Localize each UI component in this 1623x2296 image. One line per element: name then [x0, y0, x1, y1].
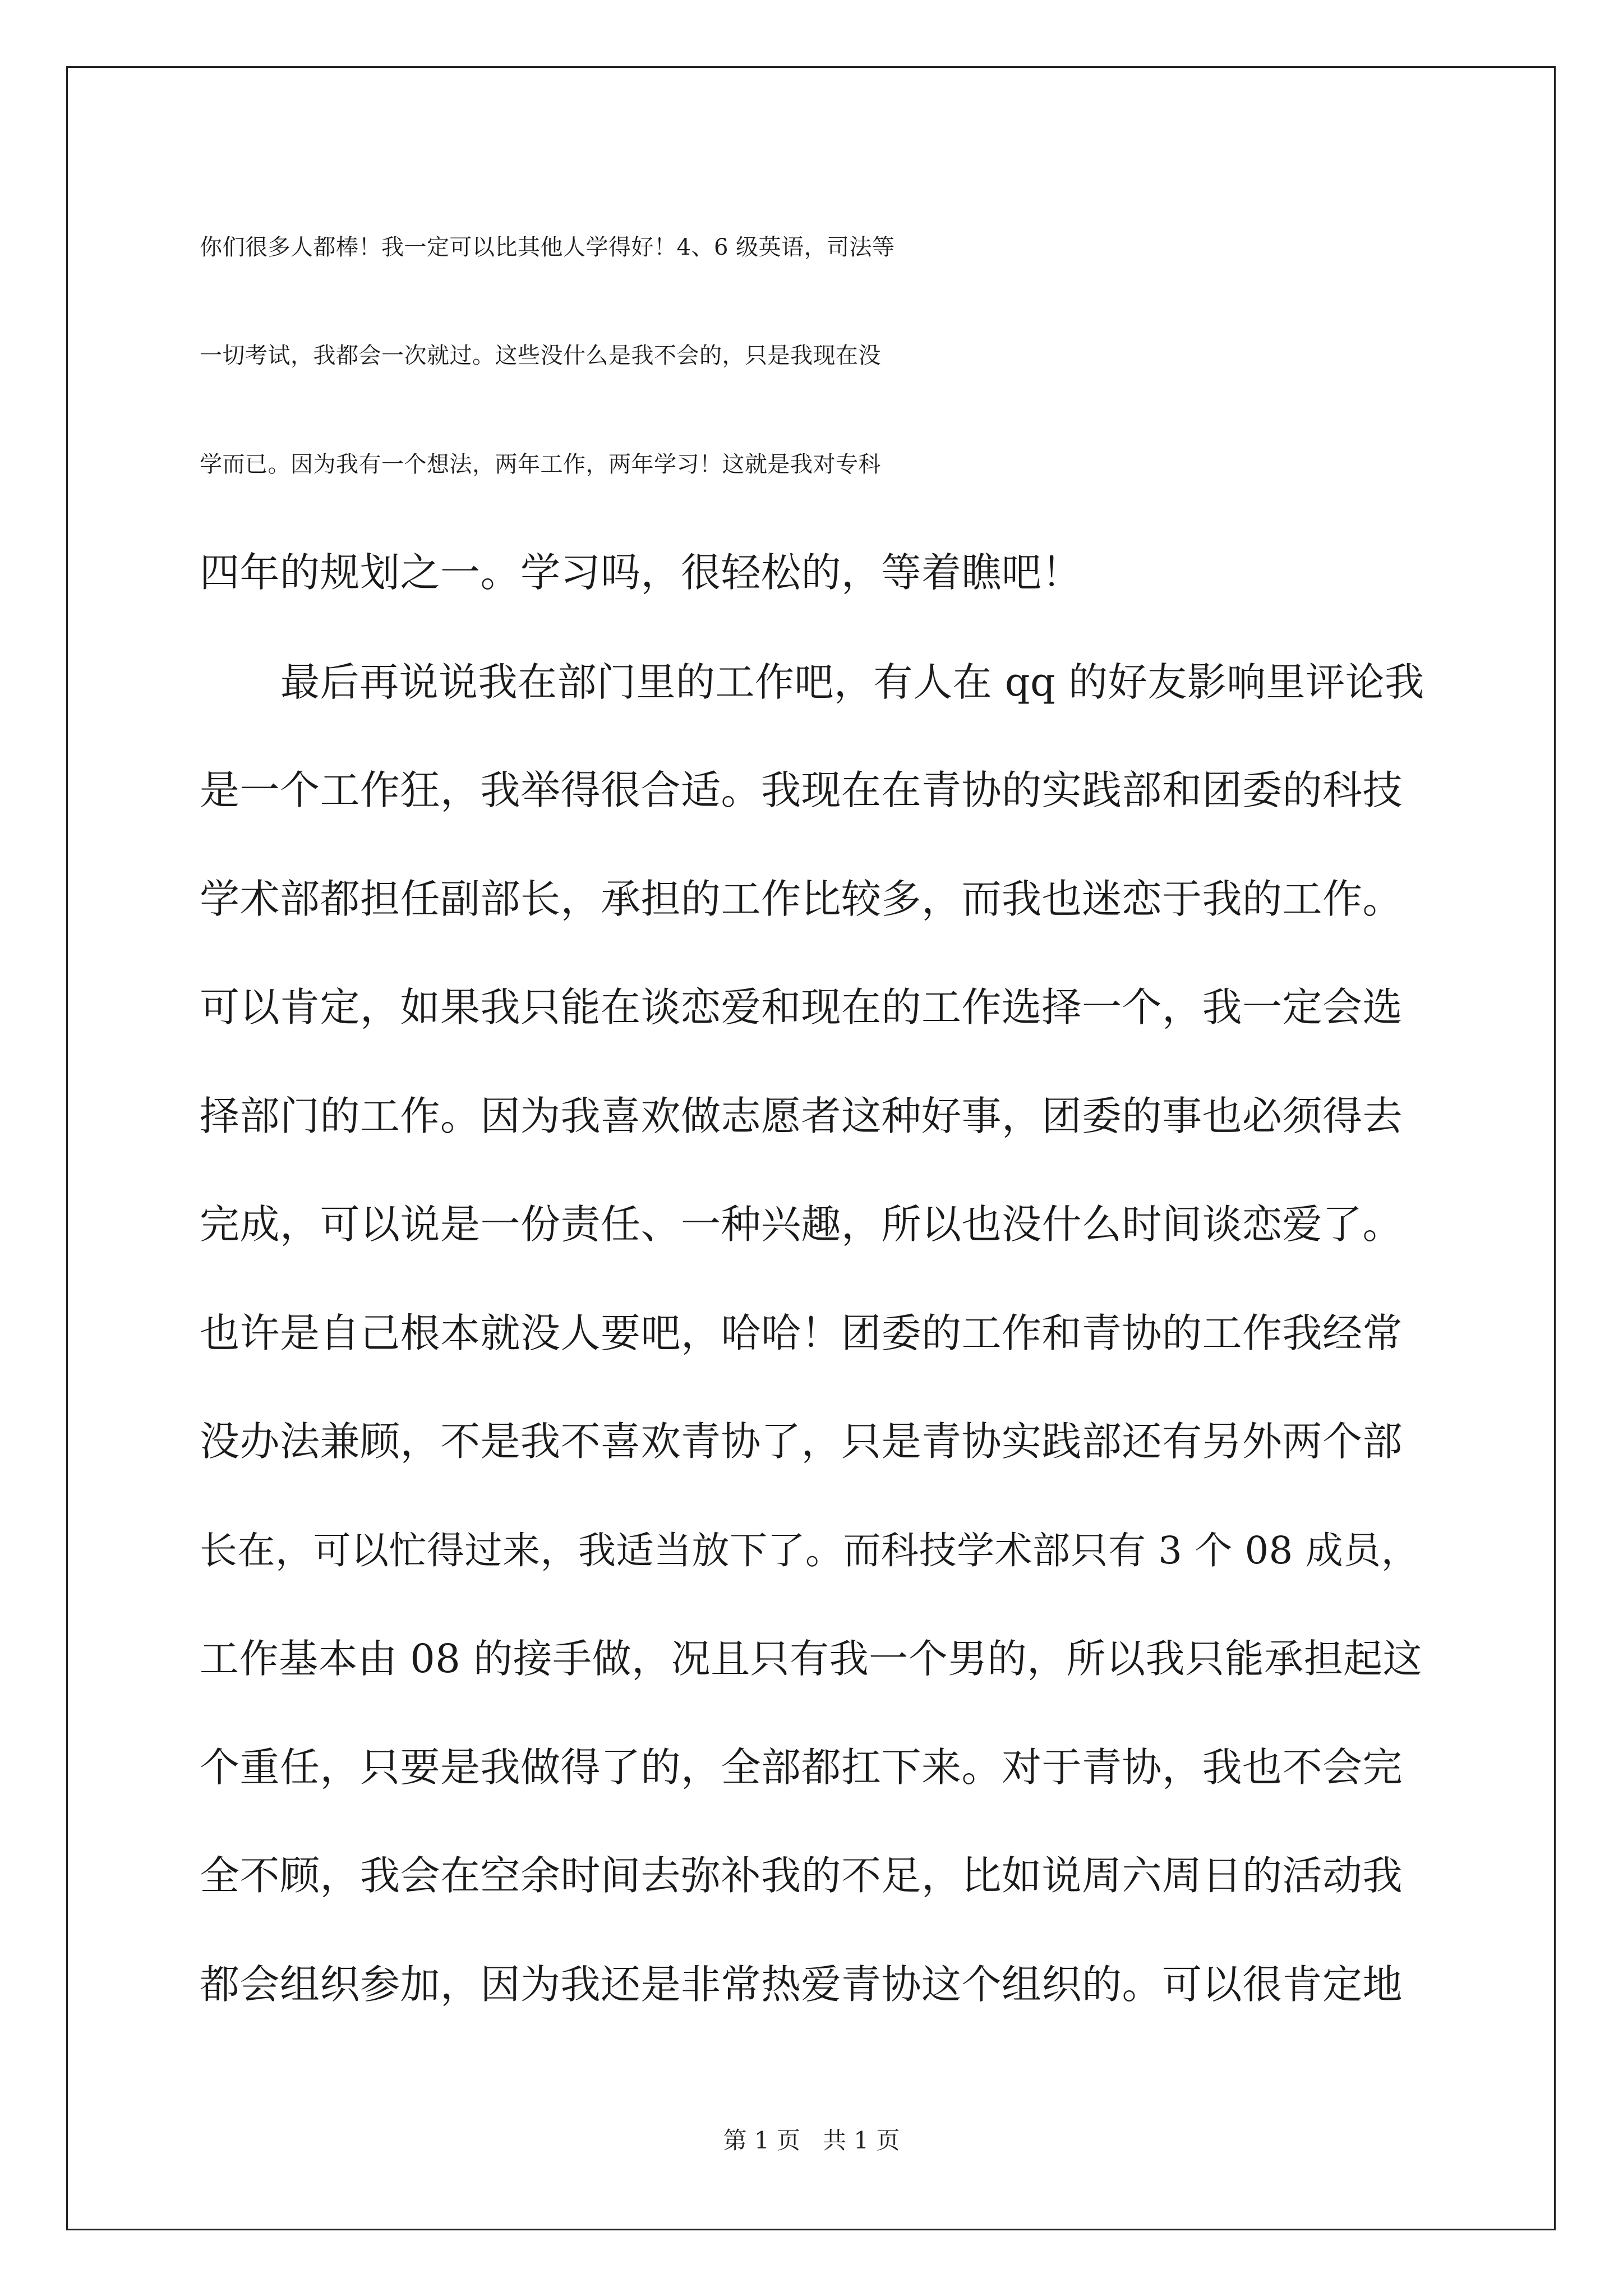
paragraph-line: 学而已。因为我有一个想法，两年工作，两年学习！这就是我对专科	[200, 452, 881, 477]
paragraph-line: 学术部都担任副部长，承担的工作比较多，而我也迷恋于我的工作。	[200, 876, 1403, 922]
paragraph-line: 也许是自己根本就没人要吧，哈哈！团委的工作和青协的工作我经常	[200, 1310, 1403, 1356]
paragraph-line: 一切考试，我都会一次就过。这些没什么是我不会的，只是我现在没	[200, 343, 881, 369]
paragraph-line: 完成，可以说是一份责任、一种兴趣，所以也没什么时间谈恋爱了。	[200, 1201, 1403, 1248]
paragraph-line: 工作基本由 08 的接手做，况且只有我一个男的，所以我只能承担起这	[200, 1636, 1423, 1682]
paragraph-line: 你们很多人都棒！我一定可以比其他人学得好！4、6 级英语，司法等	[200, 234, 895, 260]
page-total: 共 1 页	[823, 2127, 900, 2154]
page-border	[66, 66, 1556, 2230]
paragraph-line: 都会组织参加，因为我还是非常热爱青协这个组织的。可以很肯定地	[200, 1961, 1403, 2008]
page-footer	[0, 2125, 1623, 2156]
paragraph-line: 个重任，只要是我做得了的，全部都扛下来。对于青协，我也不会完	[200, 1744, 1403, 1791]
paragraph-line: 没办法兼顾，不是我不喜欢青协了，只是青协实践部还有另外两个部	[200, 1418, 1403, 1465]
paragraph-line: 四年的规划之一。学习吗，很轻松的，等着瞧吧！	[200, 549, 1082, 596]
paragraph-line: 是一个工作狂，我举得很合适。我现在在青协的实践部和团委的科技	[200, 767, 1403, 813]
paragraph-line: 择部门的工作。因为我喜欢做志愿者这种好事，团委的事也必须得去	[200, 1093, 1403, 1139]
paragraph-line: 长在，可以忙得过来，我适当放下了。而科技学术部只有 3 个 08 成员，	[200, 1529, 1419, 1572]
paragraph-line: 最后再说说我在部门里的工作吧，有人在 qq 的好友影响里评论我	[280, 659, 1424, 705]
paragraph-line: 可以肯定，如果我只能在谈恋爱和现在的工作选择一个，我一定会选	[200, 984, 1403, 1030]
paragraph-line: 全不顾，我会在空余时间去弥补我的不足，比如说周六周日的活动我	[200, 1852, 1403, 1899]
page-number: 第 1 页	[723, 2127, 800, 2154]
